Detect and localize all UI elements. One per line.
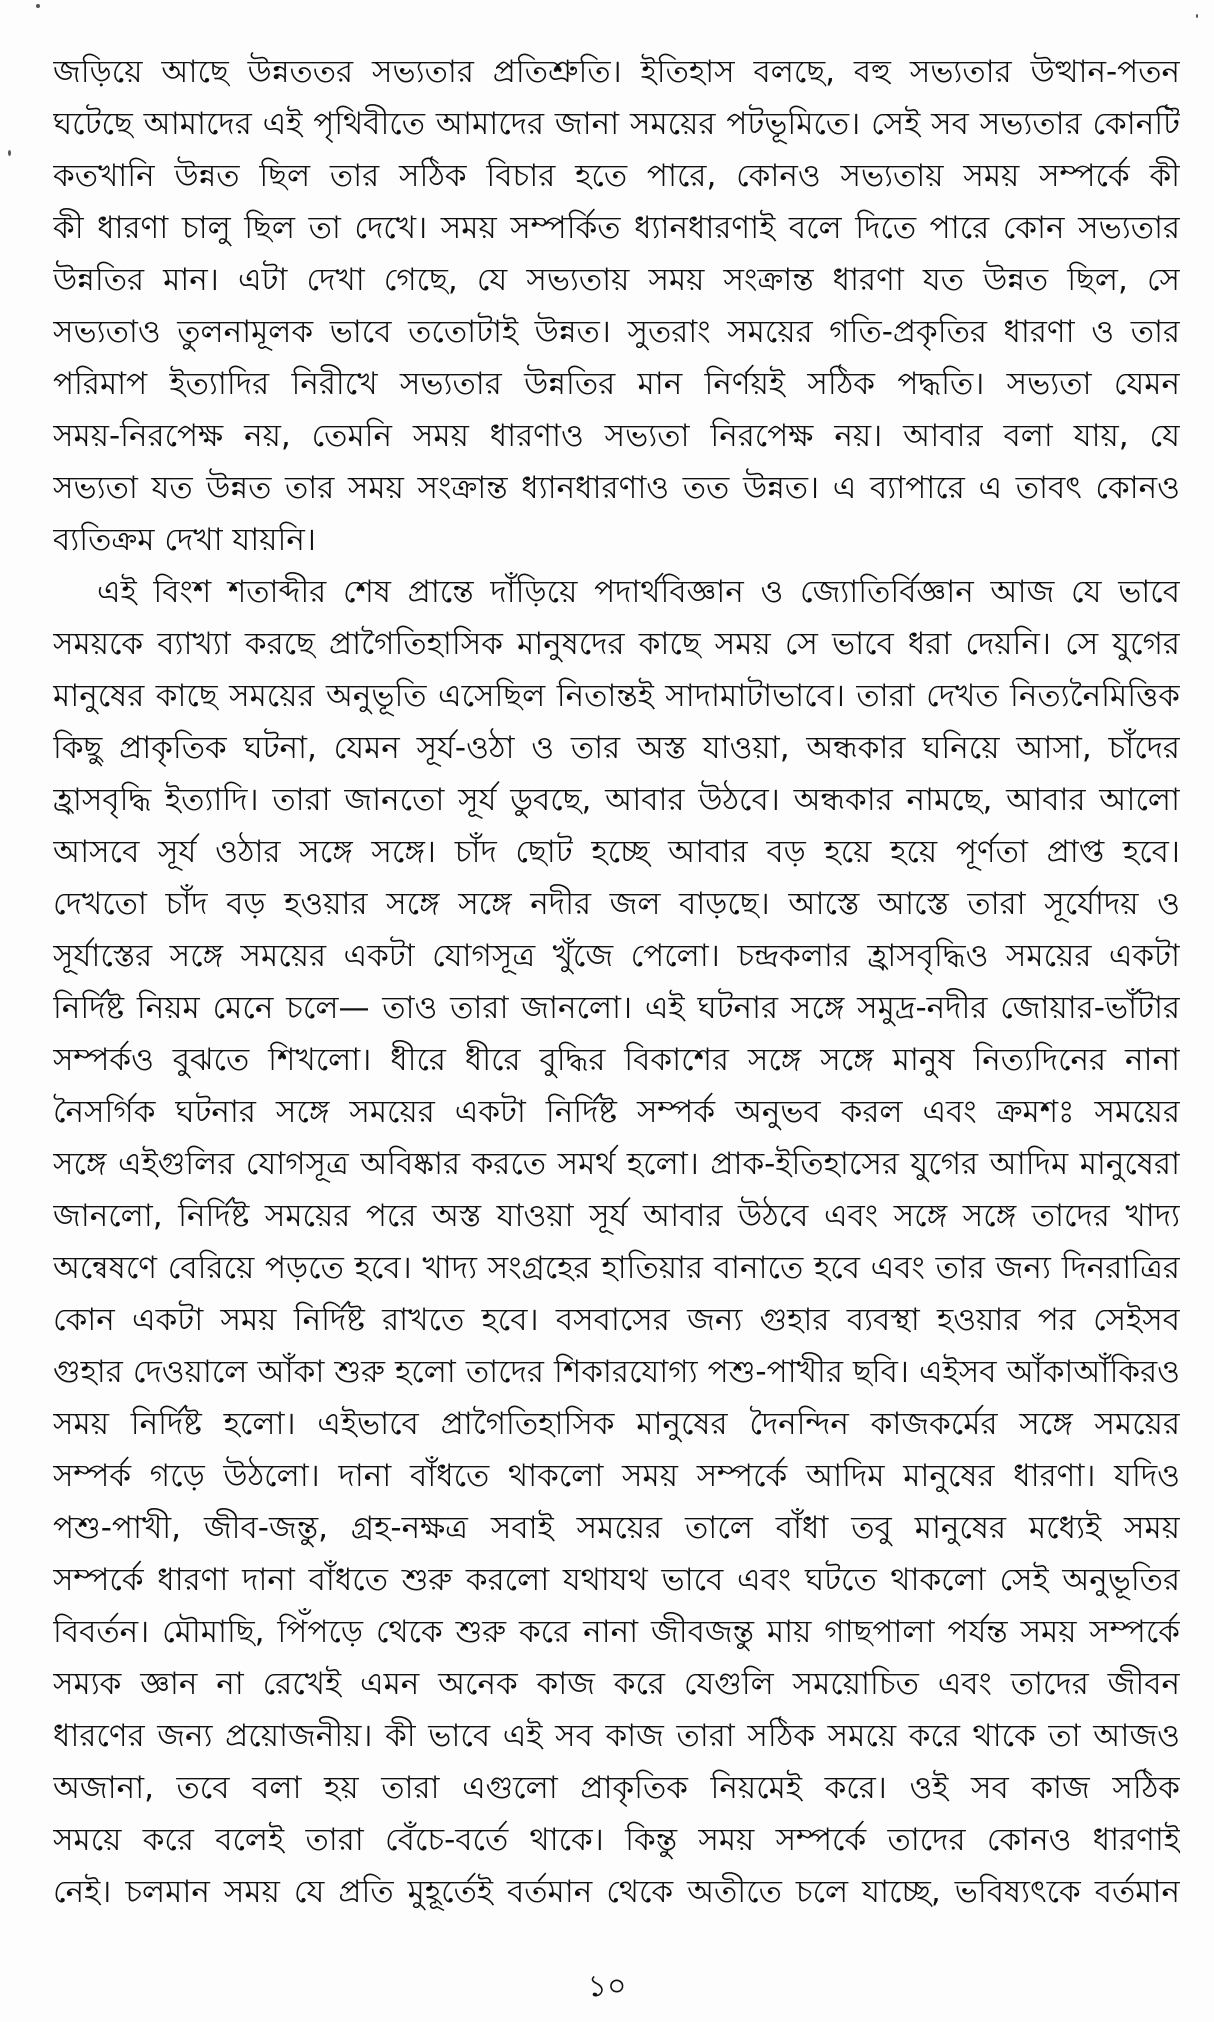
text-line: সম্পর্ক গড়ে উঠলো। দানা বাঁধতে থাকলো সময় সম্পর্কে আদিম মানুষের ধারণা। যদিও bbox=[53, 1458, 1180, 1494]
text-line: সময়ে করে বলেই তারা বেঁচে-বর্তে থাকে। কিন্তু সময় সম্পর্কে তাদের কোনও ধারণাই bbox=[53, 1822, 1180, 1858]
text-line: পশু-পাখী, জীব-জন্তু, গ্রহ-নক্ষত্র সবাই সময়ের তালে বাঁধা তবু মানুষের মধ্যেই সময় bbox=[53, 1510, 1180, 1546]
text-line: দেখতো চাঁদ বড় হওয়ার সঙ্গে সঙ্গে নদীর জল বাড়ছে। আস্তে আস্তে তারা সূর্যোদয় ও bbox=[53, 886, 1180, 922]
text-line: অজানা, তবে বলা হয় তারা এগুলো প্রাকৃতিক নিয়মেই করে। ওই সব কাজ সঠিক bbox=[53, 1770, 1180, 1806]
text-line: নেই। চলমান সময় যে প্রতি মুহূর্তেই বর্তমান থেকে অতীতে চলে যাচ্ছে, ভবিষ্যৎকে বর্তমান bbox=[53, 1874, 1180, 1910]
text-line: নির্দিষ্ট নিয়ম মেনে চলে— তাও তারা জানলো। এই ঘটনার সঙ্গে সমুদ্র-নদীর জোয়ার-ভাঁটার bbox=[53, 990, 1180, 1026]
text-line: কোন একটা সময় নির্দিষ্ট রাখতে হবে। বসবাসের জন্য গুহার ব্যবস্থা হওয়ার পর সেইসব bbox=[53, 1302, 1180, 1338]
text-line: সভ্যতা যত উন্নত তার সময় সংক্রান্ত ধ্যানধারণাও তত উন্নত। এ ব্যাপারে এ তাবৎ কোনও bbox=[53, 470, 1180, 506]
text-line: ধারণের জন্য প্রয়োজনীয়। কী ভাবে এই সব কাজ তারা সঠিক সময়ে করে থাকে তা আজও bbox=[53, 1718, 1180, 1754]
text-line: আসবে সূর্য ওঠার সঙ্গে সঙ্গে। চাঁদ ছোট হচ্ছে আবার বড় হয়ে হয়ে পূর্ণতা প্রাপ্ত হবে। bbox=[53, 834, 1180, 870]
text-line: সূর্যাস্তের সঙ্গে সময়ের একটা যোগসূত্র খুঁজে পেলো। চন্দ্রকলার হ্রাসবৃদ্ধিও সময়ের একটা bbox=[53, 938, 1180, 974]
page-number: ১০ bbox=[587, 1969, 627, 2004]
paragraph bbox=[53, 46, 1180, 566]
paragraph bbox=[53, 566, 1180, 1918]
text-line: সময়কে ব্যাখ্যা করছে প্রাগৈতিহাসিক মানুষদের কাছে সময় সে ভাবে ধরা দেয়নি। সে যুগের bbox=[53, 626, 1180, 662]
text-line: এই বিংশ শতাব্দীর শেষ প্রান্তে দাঁড়িয়ে পদার্থবিজ্ঞান ও জ্যোতির্বিজ্ঞান আজ যে ভাবে bbox=[97, 574, 1180, 610]
text-line: পরিমাপ ইত্যাদির নিরীখে সভ্যতার উন্নতির মান নির্ণয়ই সঠিক পদ্ধতি। সভ্যতা যেমন bbox=[53, 366, 1180, 402]
text-line: নৈসর্গিক ঘটনার সঙ্গে সময়ের একটা নির্দিষ্ট সম্পর্ক অনুভব করল এবং ক্রমশঃ সময়ের bbox=[53, 1094, 1180, 1130]
text-line: জানলো, নির্দিষ্ট সময়ের পরে অস্ত যাওয়া সূর্য আবার উঠবে এবং সঙ্গে সঙ্গে তাদের খাদ্য bbox=[53, 1198, 1180, 1234]
text-line: সময় নির্দিষ্ট হলো। এইভাবে প্রাগৈতিহাসিক মানুষের দৈনন্দিন কাজকর্মের সঙ্গে সময়ের bbox=[53, 1406, 1180, 1442]
text-line: সম্পর্কে ধারণা দানা বাঁধতে শুরু করলো যথাযথ ভাবে এবং ঘটতে থাকলো সেই অনুভূতির bbox=[53, 1562, 1180, 1598]
scan-speck bbox=[8, 150, 11, 156]
text-line: অন্বেষণে বেরিয়ে পড়তে হবে। খাদ্য সংগ্রহের হাতিয়ার বানাতে হবে এবং তার জন্য দিনরাত্রির bbox=[53, 1250, 1180, 1286]
text-line: গুহার দেওয়ালে আঁকা শুরু হলো তাদের শিকারযোগ্য পশু-পাখীর ছবি। এইসব আঁকাআঁকিরও bbox=[53, 1354, 1180, 1390]
text-line: সভ্যতাও তুলনামূলক ভাবে ততোটাই উন্নত। সুতরাং সময়ের গতি-প্রকৃতির ধারণা ও তার bbox=[53, 314, 1180, 350]
text-line: সঙ্গে এইগুলির যোগসূত্র অবিষ্কার করতে সমর্থ হলো। প্রাক-ইতিহাসের যুগের আদিম মানুষেরা bbox=[53, 1146, 1180, 1182]
text-line: বিবর্তন। মৌমাছি, পিঁপড়ে থেকে শুরু করে নানা জীবজন্তু মায় গাছপালা পর্যন্ত সময় সম্পর্কে bbox=[53, 1614, 1180, 1650]
text-line: মানুষের কাছে সময়ের অনুভূতি এসেছিল নিতান্তই সাদামাটাভাবে। তারা দেখত নিত্যনৈমিত্তিক bbox=[53, 678, 1180, 714]
text-line: সময়-নিরপেক্ষ নয়, তেমনি সময় ধারণাও সভ্যতা নিরপেক্ষ নয়। আবার বলা যায়, যে bbox=[53, 418, 1180, 454]
body-text bbox=[53, 46, 1180, 1918]
text-line: সম্পর্কও বুঝতে শিখলো। ধীরে ধীরে বুদ্ধির বিকাশের সঙ্গে সঙ্গে মানুষ নিত্যদিনের নানা bbox=[53, 1042, 1180, 1078]
scan-speck bbox=[36, 4, 40, 8]
text-line: উন্নতির মান। এটা দেখা গেছে, যে সভ্যতায় সময় সংক্রান্ত ধারণা যত উন্নত ছিল, সে bbox=[53, 262, 1180, 298]
text-line: ব্যতিক্রম দেখা যায়নি। bbox=[53, 522, 316, 558]
text-line: কী ধারণা চালু ছিল তা দেখে। সময় সম্পর্কিত ধ্যানধারণাই বলে দিতে পারে কোন সভ্যতার bbox=[53, 210, 1180, 246]
text-line: কতখানি উন্নত ছিল তার সঠিক বিচার হতে পারে, কোনও সভ্যতায় সময় সম্পর্কে কী bbox=[53, 158, 1180, 194]
text-line: হ্রাসবৃদ্ধি ইত্যাদি। তারা জানতো সূর্য ডুবছে, আবার উঠবে। অন্ধকার নামছে, আবার আলো bbox=[53, 782, 1180, 818]
text-line: জড়িয়ে আছে উন্নততর সভ্যতার প্রতিশ্রুতি। ইতিহাস বলছে, বহু সভ্যতার উত্থান-পতন bbox=[53, 54, 1180, 90]
text-line: সম্যক জ্ঞান না রেখেই এমন অনেক কাজ করে যেগুলি সময়োচিত এবং তাদের জীবন bbox=[53, 1666, 1180, 1702]
text-line: ঘটেছে আমাদের এই পৃথিবীতে আমাদের জানা সময়ের পটভূমিতে। সেই সব সভ্যতার কোনটি bbox=[53, 106, 1180, 142]
scan-speck bbox=[1196, 14, 1198, 18]
text-line: কিছু প্রাকৃতিক ঘটনা, যেমন সূর্য-ওঠা ও তার অস্ত যাওয়া, অন্ধকার ঘনিয়ে আসা, চাঁদের bbox=[53, 730, 1180, 766]
